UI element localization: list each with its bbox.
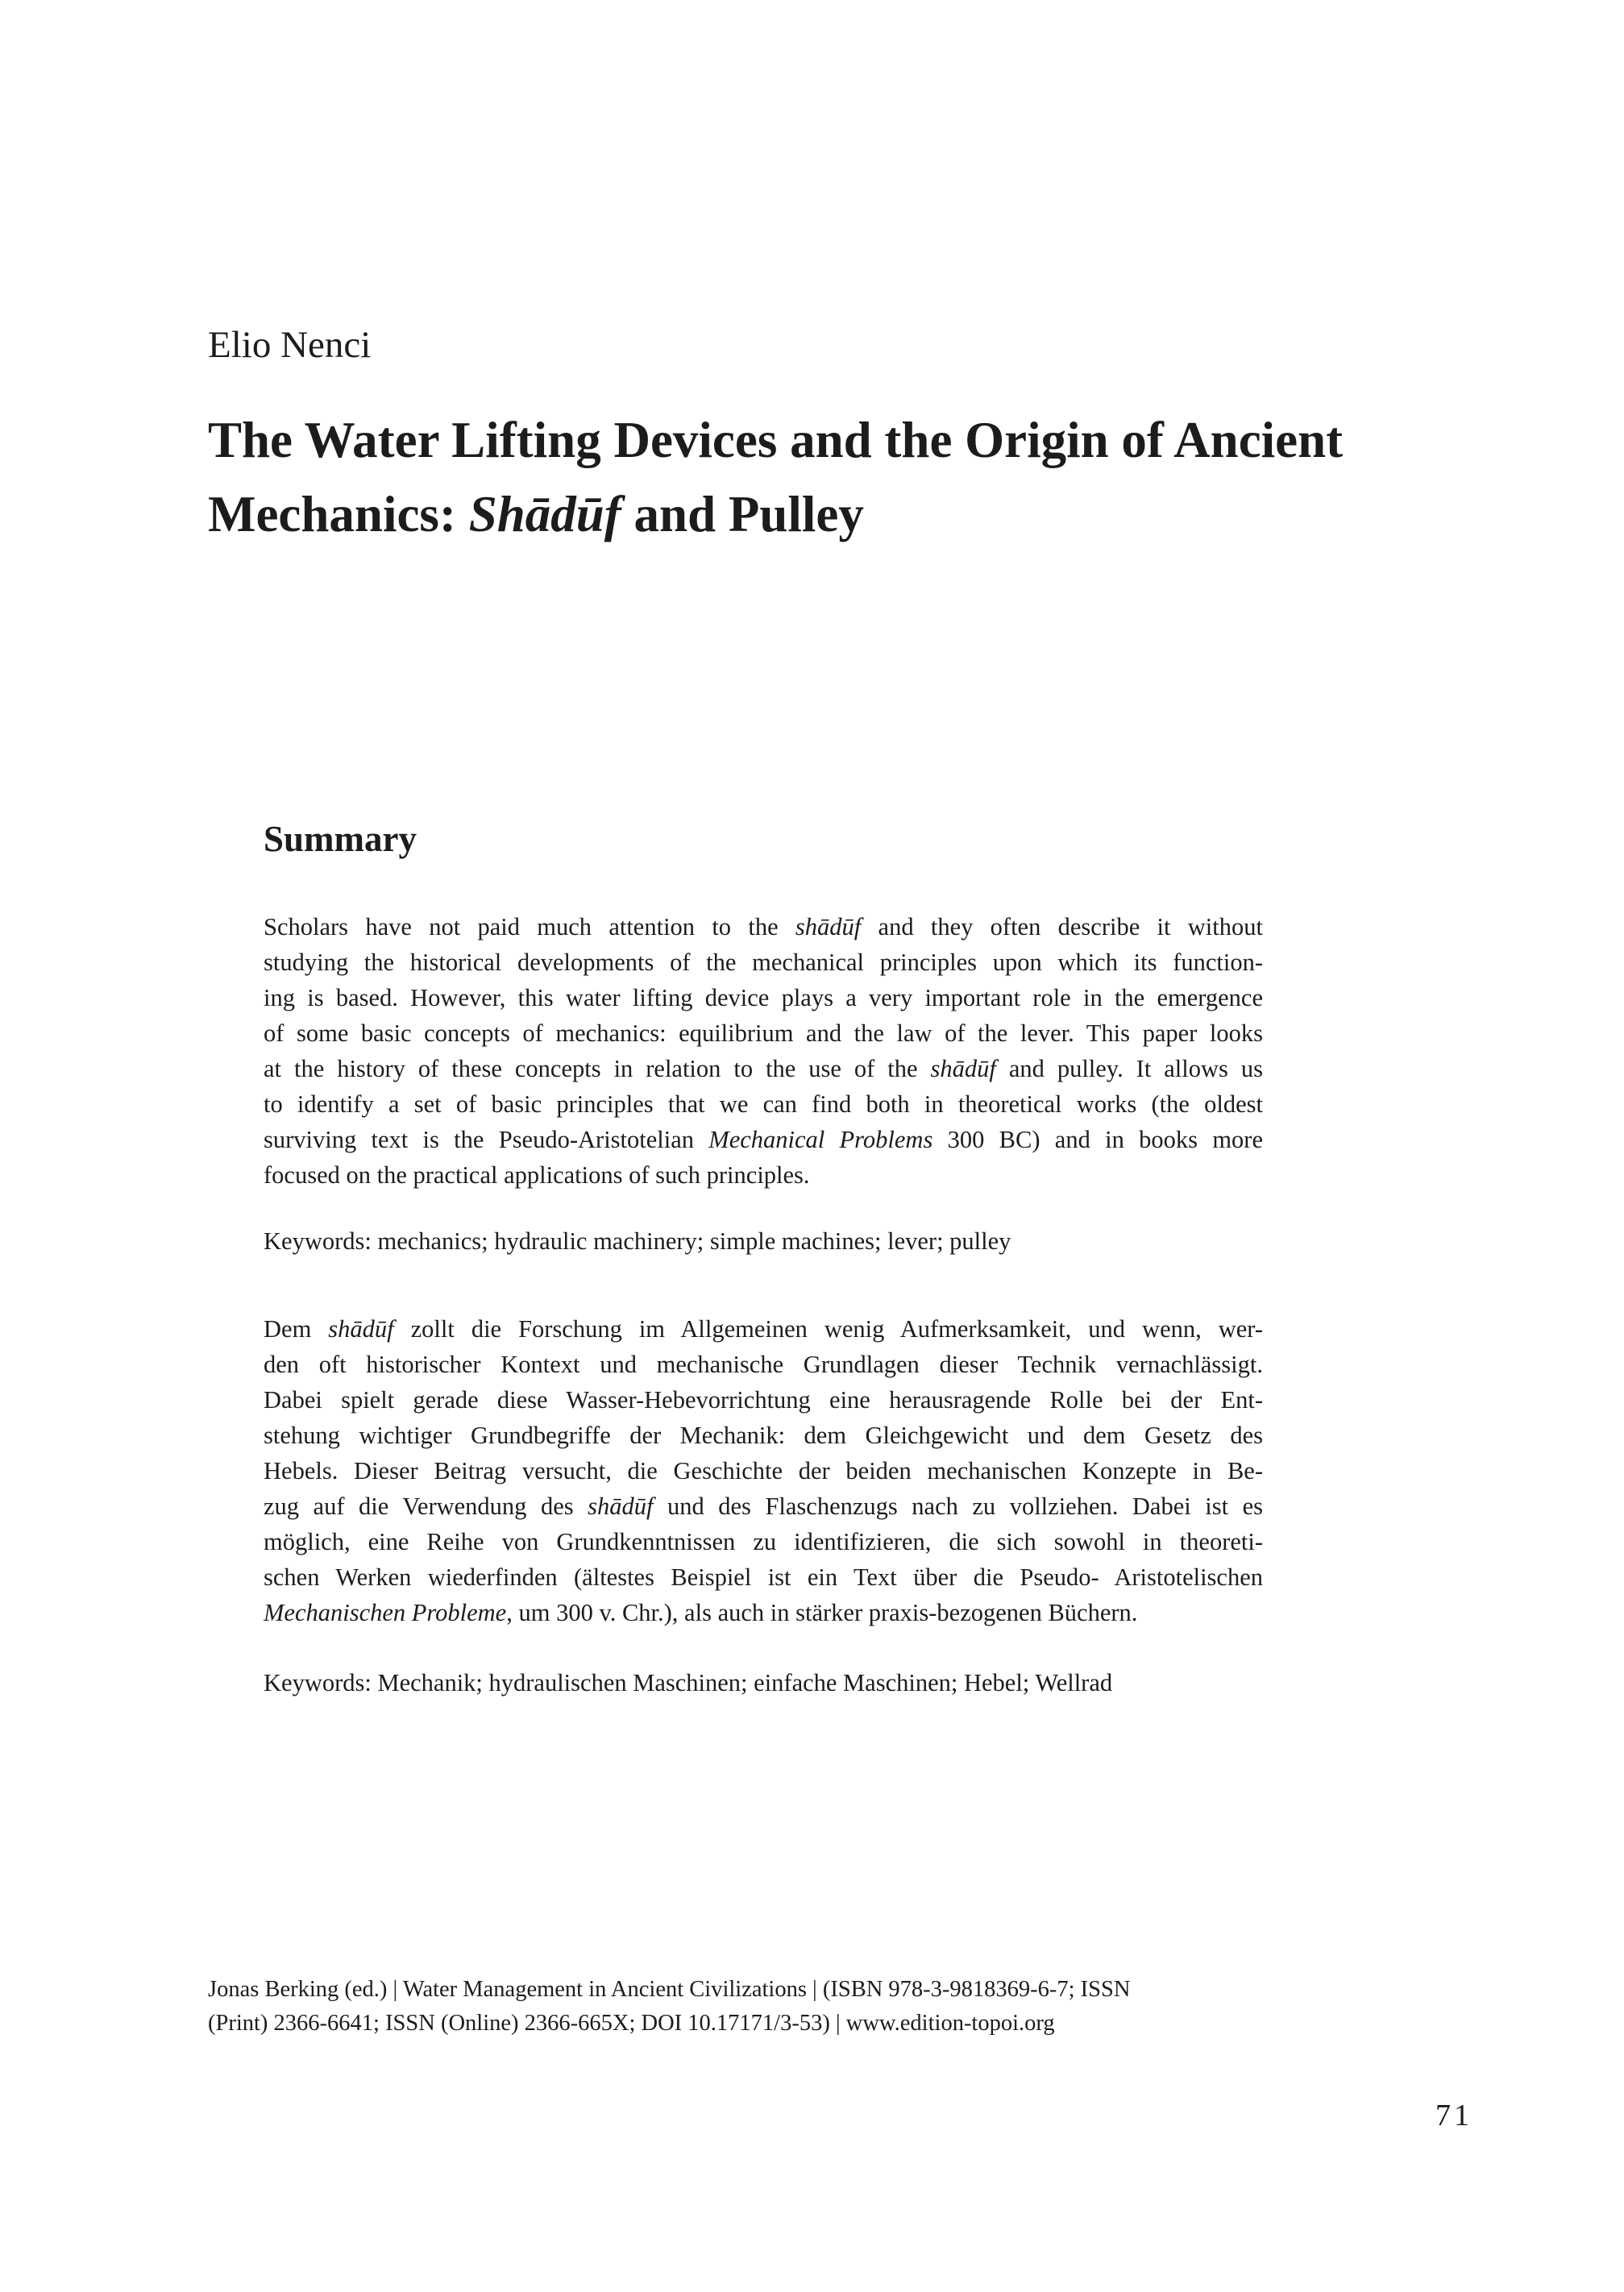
title-suffix: and Pulley bbox=[621, 486, 864, 542]
italic-term: shādūf bbox=[930, 1055, 996, 1082]
abstract-line: surviving text is the Pseudo-Aristotelian Mechanical Problems 300 BC) and in books more bbox=[264, 1126, 1263, 1153]
abstract-line: at the history of these concepts in relation to the use of the shādūf and pulley. It allows us bbox=[264, 1055, 1263, 1082]
footer-line-2: (Print) 2366-6641; ISSN (Online) 2366-665X; DOI 10.17171/3-53) | www.edition-topoi.org bbox=[208, 2011, 1055, 2036]
keywords-german: Keywords: Mechanik; hydraulischen Maschinen; einfache Maschinen; Hebel; Wellrad bbox=[264, 1669, 1113, 1696]
abstract-line: to identify a set of basic principles that we can find both in theoretical works (the oldest bbox=[264, 1090, 1263, 1118]
italic-term: shādūf bbox=[328, 1315, 394, 1343]
abstract-german bbox=[264, 1311, 1263, 1630]
italic-term: Mechanical Problems bbox=[708, 1126, 933, 1153]
keywords-english: Keywords: mechanics; hydraulic machinery; simple machines; lever; pulley bbox=[264, 1227, 1011, 1255]
author-name: Elio Nenci bbox=[208, 324, 372, 366]
abstract-line: Hebels. Dieser Beitrag versucht, die Geschichte der beiden mechanischen Konzepte in Be- bbox=[264, 1457, 1263, 1484]
abstract-line: den oft historischer Kontext und mechanische Grundlagen dieser Technik vernachlässigt. bbox=[264, 1351, 1263, 1378]
abstract-line: stehung wichtiger Grundbegriffe der Mechanik: dem Gleichgewicht und dem Gesetz des bbox=[264, 1422, 1263, 1449]
italic-term: shādūf bbox=[795, 913, 862, 940]
abstract-line: Dem shādūf zollt die Forschung im Allgemeinen wenig Aufmerksamkeit, und wenn, wer- bbox=[264, 1315, 1263, 1343]
publication-footer bbox=[208, 1973, 1280, 2041]
italic-term: Mechanischen Probleme bbox=[264, 1599, 507, 1626]
abstract-line: zug auf die Verwendung des shādūf und des Flaschenzugs nach zu vollziehen. Dabei ist es bbox=[264, 1493, 1263, 1520]
abstract-line: ing is based. However, this water lifting device plays a very important role in the emergence bbox=[264, 984, 1263, 1011]
title-line-2 bbox=[208, 477, 1465, 551]
abstract-line: of some basic concepts of mechanics: equilibrium and the law of the lever. This paper looks bbox=[264, 1019, 1263, 1047]
italic-term: shādūf bbox=[588, 1493, 654, 1520]
abstract-line: möglich, eine Reihe von Grundkenntnissen zu identifizieren, die sich sowohl in theoreti- bbox=[264, 1528, 1263, 1555]
footer-line-1: Jonas Berking (ed.) | Water Management in Ancient Civilizations | (ISBN 978-3-9818369-6-7; ISSN bbox=[208, 1977, 1131, 2002]
paper-title bbox=[208, 403, 1465, 551]
abstract-line: schen Werken wiederfinden (ältestes Beispiel ist ein Text über die Pseudo- Aristotelischen bbox=[264, 1563, 1263, 1591]
abstract-line: Scholars have not paid much attention to the shādūf and they often describe it without bbox=[264, 913, 1263, 940]
abstract-line: Mechanischen Probleme, um 300 v. Chr.), als auch in stärker praxis-bezogenen Büchern. bbox=[264, 1599, 1138, 1626]
title-line-1: The Water Lifting Devices and the Origin of Ancient bbox=[208, 412, 1344, 468]
page-number: 71 bbox=[1435, 2099, 1472, 2132]
title-prefix: Mechanics: bbox=[208, 486, 469, 542]
abstract-line: studying the historical developments of the mechanical principles upon which its function- bbox=[264, 949, 1263, 976]
title-italic-term: Shādūf bbox=[468, 486, 621, 542]
abstract-line: focused on the practical applications of such principles. bbox=[264, 1161, 810, 1189]
summary-heading: Summary bbox=[264, 819, 417, 859]
abstract-line: Dabei spielt gerade diese Wasser-Hebevorrichtung eine herausragende Rolle bei der Ent- bbox=[264, 1386, 1263, 1414]
abstract-english bbox=[264, 909, 1263, 1193]
